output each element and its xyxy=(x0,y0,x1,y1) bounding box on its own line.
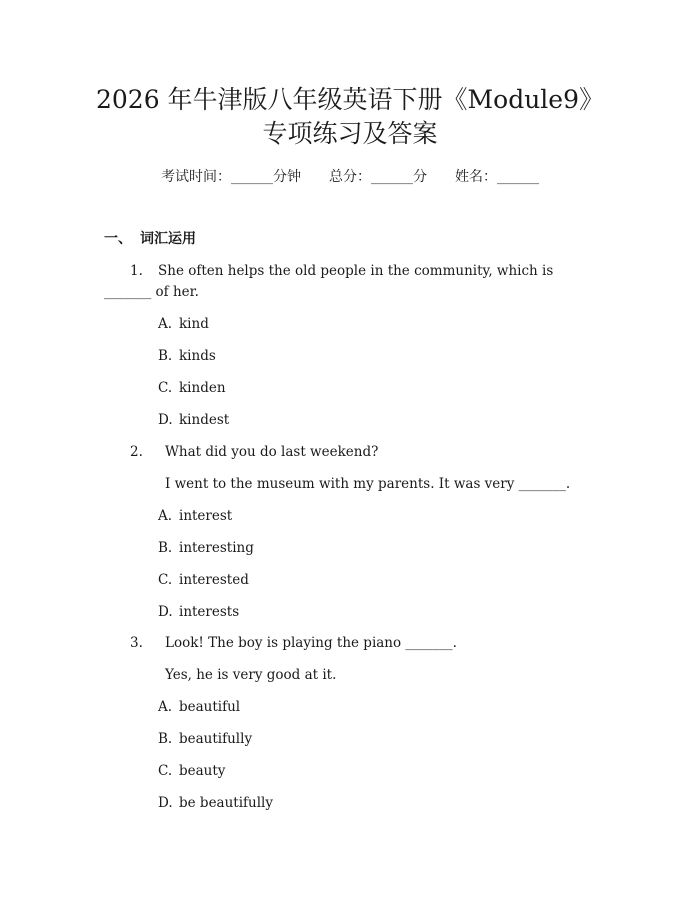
exam-score-label: 总分： xyxy=(329,169,371,185)
section-number: 一、 xyxy=(104,231,132,247)
exam-time-label: 考试时间： xyxy=(161,169,231,185)
option-letter: C. xyxy=(158,572,173,588)
question-2-stem-line1: What did you do last weekend? xyxy=(165,444,379,460)
section-title: 词汇运用 xyxy=(140,231,196,247)
exam-info-line xyxy=(0,168,700,186)
question-2-option-a xyxy=(158,507,232,525)
exam-time-unit: 分钟 xyxy=(273,169,301,185)
question-1-option-c xyxy=(158,379,226,397)
option-text: kindest xyxy=(179,412,230,428)
question-1-option-b xyxy=(158,347,216,365)
option-letter: B. xyxy=(158,348,173,364)
option-text: beautifully xyxy=(179,731,253,747)
option-letter: D. xyxy=(158,412,173,428)
option-letter: A. xyxy=(158,699,173,715)
option-text: kind xyxy=(179,316,209,332)
question-2-option-c xyxy=(158,571,249,589)
exam-score-unit: 分 xyxy=(413,169,427,185)
question-3-option-b xyxy=(158,730,252,748)
exam-name-blank: ______ xyxy=(497,169,539,185)
option-text: be beautifully xyxy=(179,795,273,811)
question-1-number: 1. xyxy=(130,263,143,279)
option-text: interested xyxy=(179,572,249,588)
question-3-option-d xyxy=(158,794,273,812)
option-letter: B. xyxy=(158,540,173,556)
question-3-stem-line1: Look! The boy is playing the piano _______. xyxy=(165,635,457,651)
question-1-option-a xyxy=(158,315,209,333)
question-2-stem-line2: I went to the museum with my parents. It was very _______. xyxy=(165,476,571,492)
exam-name-label: 姓名： xyxy=(455,169,497,185)
question-3-number: 3. xyxy=(130,635,143,651)
question-1-option-d xyxy=(158,411,229,429)
option-text: kinden xyxy=(179,380,226,396)
document-title-line1: 2026 年牛津版八年级英语下册《Module9》 xyxy=(95,85,605,114)
option-letter: D. xyxy=(158,795,173,811)
question-3-option-a xyxy=(158,698,240,716)
option-letter: A. xyxy=(158,508,173,524)
option-letter: C. xyxy=(158,763,173,779)
option-letter: B. xyxy=(158,731,173,747)
document-title-line2: 专项练习及答案 xyxy=(262,119,438,148)
option-letter: C. xyxy=(158,380,173,396)
option-text: kinds xyxy=(179,348,216,364)
option-letter: A. xyxy=(158,316,173,332)
option-text: interesting xyxy=(179,540,254,556)
question-2-number: 2. xyxy=(130,444,143,460)
option-text: interest xyxy=(179,508,233,524)
question-2-option-b xyxy=(158,539,254,557)
section-heading xyxy=(104,230,196,248)
option-text: beautiful xyxy=(179,699,241,715)
question-3-stem-line2: Yes, he is very good at it. xyxy=(165,667,337,683)
option-letter: D. xyxy=(158,604,173,620)
option-text: beauty xyxy=(179,763,226,779)
exam-time-blank: ______ xyxy=(231,169,273,185)
question-3-option-c xyxy=(158,762,225,780)
question-2-option-d xyxy=(158,603,239,621)
exam-score-blank: ______ xyxy=(371,169,413,185)
question-1-stem-line2: _______ of her. xyxy=(104,284,199,300)
question-1-stem-line1: She often helps the old people in the community, which is xyxy=(158,263,554,279)
option-text: interests xyxy=(179,604,240,620)
